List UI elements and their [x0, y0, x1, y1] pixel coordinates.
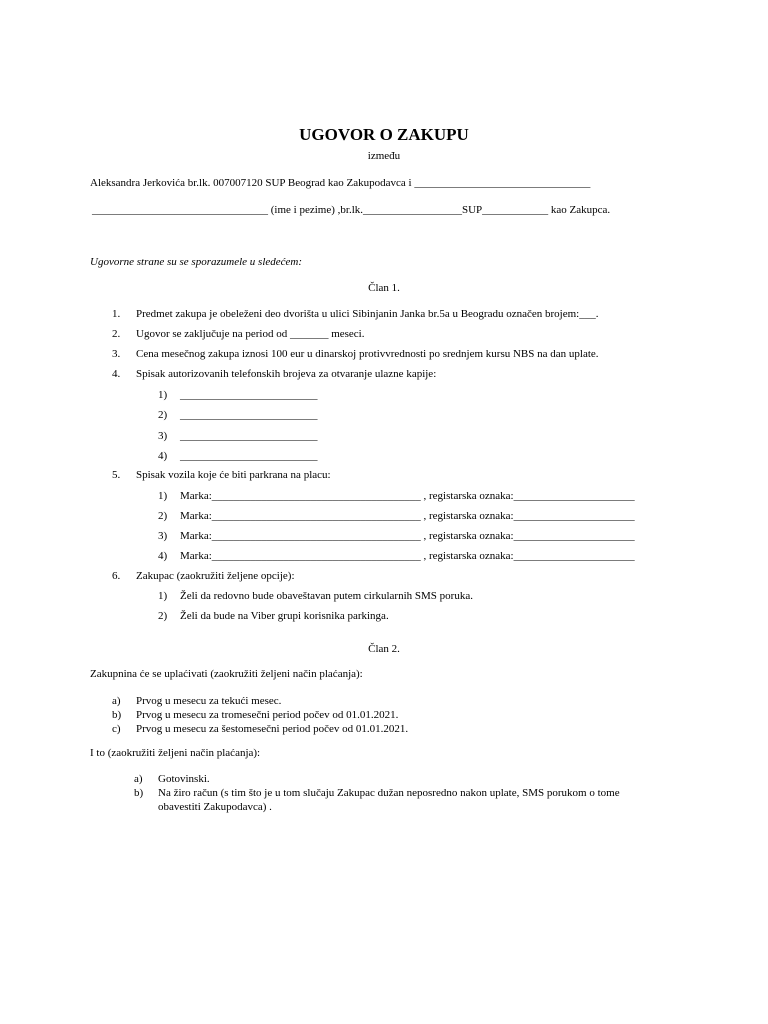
phone-number-label: 4)	[158, 450, 168, 462]
phone-blank: _________________________	[180, 409, 318, 421]
payment-period-text: Prvog u mesecu za tromesečni period počev od 01.01.2021.	[136, 709, 399, 721]
vehicle-line: Marka:______________________________________ , registarska oznaka:______________________	[180, 550, 635, 562]
payment-period-label: b)	[112, 709, 122, 721]
payment-period-text: Prvog u mesecu za šestomesečni period počev od 01.01.2021.	[136, 723, 409, 735]
clan1-item-text: Spisak vozila koje će biti parkrana na placu:	[136, 469, 331, 481]
party-line-lessor: Aleksandra Jerkovića br.lk. 007007120 SUP Beograd kao Zakupodavca i ________________________________	[90, 177, 591, 189]
document-subtitle: između	[367, 150, 401, 162]
vehicle-line: Marka:______________________________________ , registarska oznaka:______________________	[180, 530, 635, 542]
payment-method-label: b)	[134, 787, 144, 799]
clan1-item-text: Predmet zakupa je obeleženi deo dvorišta u ulici Sibinjanin Janka br.5a u Beogradu označen brojem:___.	[136, 308, 599, 320]
vehicle-number-label: 1)	[158, 490, 168, 502]
clan1-item-number: 1.	[112, 308, 121, 320]
vehicle-number-label: 3)	[158, 530, 168, 542]
clan1-item-text: Spisak autorizovanih telefonskih brojeva za otvaranje ulazne kapije:	[136, 368, 437, 380]
payment-period-text: Prvog u mesecu za tekući mesec.	[136, 695, 282, 707]
phone-number-label: 1)	[158, 389, 168, 401]
clan1-item-text: Cena mesečnog zakupa iznosi 100 eur u dinarskoj protivvrednosti po srednjem kursu NBS na dan uplate.	[136, 348, 599, 360]
clan2-heading: Član 2.	[368, 643, 400, 655]
option-number-label: 2)	[158, 610, 168, 622]
vehicle-line: Marka:______________________________________ , registarska oznaka:______________________	[180, 510, 635, 522]
option-text: Želi da redovno bude obaveštavan putem cirkularnih SMS poruka.	[180, 590, 473, 602]
intro-text: Ugovorne strane su se sporazumele u sledećem:	[90, 256, 303, 268]
phone-blank: _________________________	[180, 450, 318, 462]
vehicle-line: Marka:______________________________________ , registarska oznaka:______________________	[180, 490, 635, 502]
phone-blank: _________________________	[180, 389, 318, 401]
payment-method-text: Gotovinski.	[158, 773, 210, 785]
party-line-lessee: ________________________________ (ime i pezime) ,br.lk.__________________SUP____________ kao Zakupca.	[92, 204, 611, 216]
clan1-item-text: Zakupac (zaokružiti željene opcije):	[136, 570, 295, 582]
clan1-item-number: 4.	[112, 368, 121, 380]
payment-method-text: Na žiro račun (s tim što je u tom slučaju Zakupac dužan neposredno nakon uplate, SMS porukom o tome	[158, 787, 620, 799]
clan2-intro: Zakupnina će se uplaćivati (zaokružiti željeni način plaćanja):	[90, 668, 363, 680]
document-title: UGOVOR O ZAKUPU	[299, 125, 469, 144]
phone-blank: _________________________	[180, 430, 318, 442]
payment-method-intro: I to (zaokružiti željeni način plaćanja):	[90, 747, 261, 759]
payment-period-label: a)	[112, 695, 121, 707]
phone-number-label: 3)	[158, 430, 168, 442]
option-text: Želi da bude na Viber grupi korisnika parkinga.	[180, 610, 389, 622]
phone-number-label: 2)	[158, 409, 168, 421]
payment-period-label: c)	[112, 723, 121, 735]
clan1-heading: Član 1.	[368, 282, 400, 294]
vehicle-number-label: 2)	[158, 510, 168, 522]
clan1-item-number: 5.	[112, 469, 121, 481]
clan1-item-number: 3.	[112, 348, 121, 360]
vehicle-number-label: 4)	[158, 550, 168, 562]
payment-method-label: a)	[134, 773, 143, 785]
clan1-item-text: Ugovor se zaključuje na period od _______ meseci.	[136, 328, 365, 340]
clan1-item-number: 2.	[112, 328, 121, 340]
clan1-item-number: 6.	[112, 570, 121, 582]
payment-method-text-continued: obavestiti Zakupodavca) .	[158, 801, 272, 813]
option-number-label: 1)	[158, 590, 168, 602]
